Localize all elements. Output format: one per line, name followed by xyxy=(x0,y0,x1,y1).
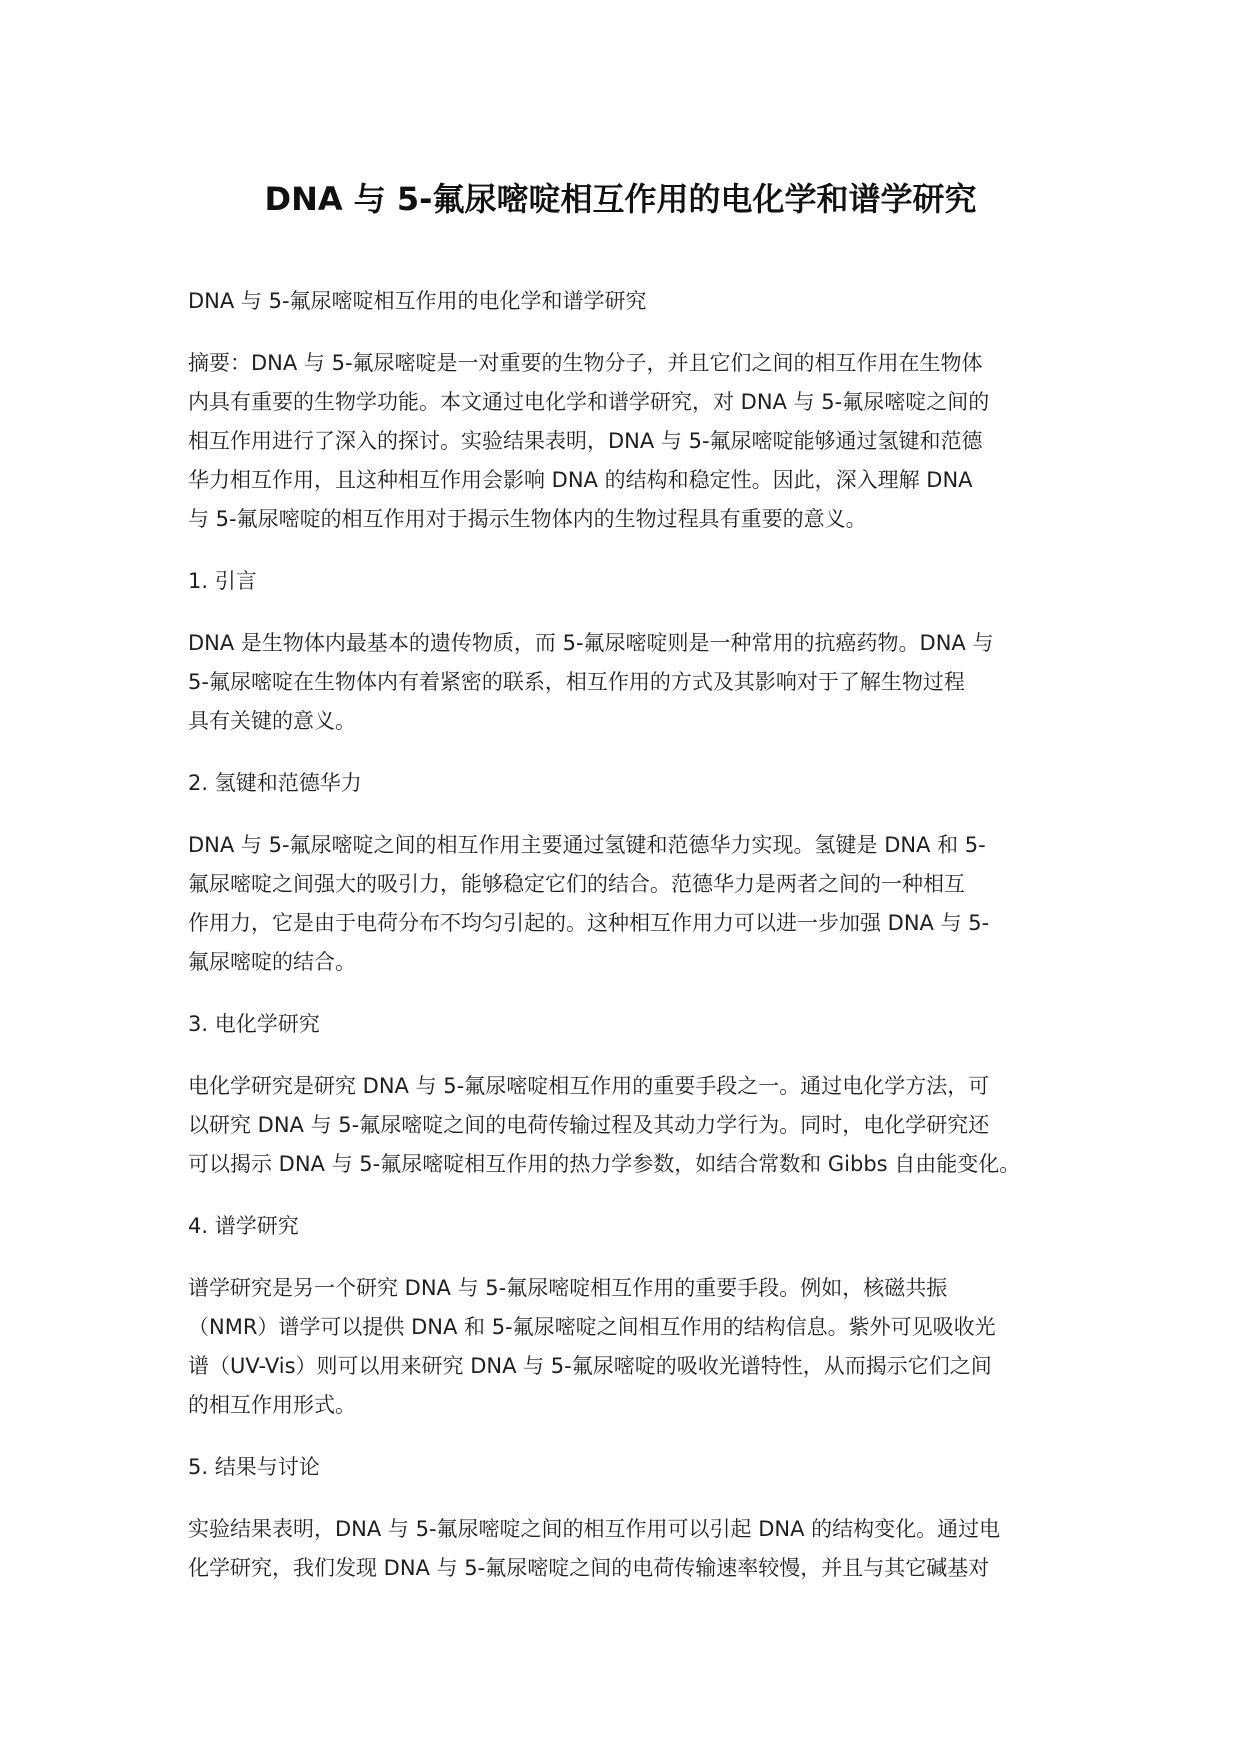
body-paragraph xyxy=(188,1067,1058,1184)
text-line: DNA 与 5-氟尿嘧啶之间的相互作用主要通过氢键和范德华力实现。氢键是 DNA 和 5- xyxy=(188,833,986,857)
body-column xyxy=(188,282,1058,1588)
text-line: 实验结果表明，DNA 与 5-氟尿嘧啶之间的相互作用可以引起 DNA 的结构变化。通过电 xyxy=(188,1517,1001,1541)
text-line: 摘要：DNA 与 5-氟尿嘧啶是一对重要的生物分子，并且它们之间的相互作用在生物体 xyxy=(188,351,983,375)
text-line: 化学研究，我们发现 DNA 与 5-氟尿嘧啶之间的电荷传输速率较慢，并且与其它碱基对 xyxy=(188,1556,990,1580)
text-line: 氟尿嘧啶之间强大的吸引力，能够稳定它们的结合。范德华力是两者之间的一种相互 xyxy=(188,872,965,896)
text-line: 氟尿嘧啶的结合。 xyxy=(188,950,356,974)
text-line: 谱学研究是另一个研究 DNA 与 5-氟尿嘧啶相互作用的重要手段。例如，核磁共振 xyxy=(188,1276,948,1300)
section-heading xyxy=(188,1448,1058,1487)
text-line: DNA 与 5-氟尿嘧啶相互作用的电化学和谱学研究 xyxy=(188,289,647,313)
subtitle-paragraph xyxy=(188,282,1058,321)
body-paragraph xyxy=(188,826,1058,982)
text-line: 可以揭示 DNA 与 5-氟尿嘧啶相互作用的热力学参数，如结合常数和 Gibbs 自由能变化。 xyxy=(188,1152,1021,1176)
text-line: 相互作用进行了深入的探讨。实验结果表明，DNA 与 5-氟尿嘧啶能够通过氢键和范德 xyxy=(188,429,983,453)
section-heading xyxy=(188,562,1058,601)
body-paragraph xyxy=(188,1510,1058,1588)
body-paragraph xyxy=(188,624,1058,741)
section-heading xyxy=(188,1005,1058,1044)
text-line: 内具有重要的生物学功能。本文通过电化学和谱学研究，对 DNA 与 5-氟尿嘧啶之间的 xyxy=(188,390,990,414)
text-line: 华力相互作用，且这种相互作用会影响 DNA 的结构和稳定性。因此，深入理解 DNA xyxy=(188,468,973,492)
abstract-paragraph xyxy=(188,344,1058,539)
text-line: 与 5-氟尿嘧啶的相互作用对于揭示生物体内的生物过程具有重要的意义。 xyxy=(188,507,867,531)
text-line: 1. 引言 xyxy=(188,569,257,593)
text-line: 谱（UV-Vis）则可以用来研究 DNA 与 5-氟尿嘧啶的吸收光谱特性，从而揭示它们之间 xyxy=(188,1354,992,1378)
text-line: 4. 谱学研究 xyxy=(188,1214,299,1238)
text-line: 具有关键的意义。 xyxy=(188,709,356,733)
section-heading xyxy=(188,764,1058,803)
text-line: 的相互作用形式。 xyxy=(188,1393,356,1417)
text-line: 3. 电化学研究 xyxy=(188,1012,320,1036)
text-line: 以研究 DNA 与 5-氟尿嘧啶之间的电荷传输过程及其动力学行为。同时，电化学研究还 xyxy=(188,1113,990,1137)
text-line: 2. 氢键和范德华力 xyxy=(188,771,362,795)
page-title: DNA 与 5-氟尿嘧啶相互作用的电化学和谱学研究 xyxy=(264,180,977,218)
text-line: DNA 是生物体内最基本的遗传物质，而 5-氟尿嘧啶则是一种常用的抗癌药物。DNA 与 xyxy=(188,631,994,655)
text-line: 5-氟尿嘧啶在生物体内有着紧密的联系，相互作用的方式及其影响对于了解生物过程 xyxy=(188,670,965,694)
body-paragraph xyxy=(188,1269,1058,1425)
text-line: （NMR）谱学可以提供 DNA 和 5-氟尿嘧啶之间相互作用的结构信息。紫外可见吸收光 xyxy=(188,1315,996,1339)
text-line: 作用力，它是由于电荷分布不均匀引起的。这种相互作用力可以进一步加强 DNA 与 5- xyxy=(188,911,990,935)
text-line: 5. 结果与讨论 xyxy=(188,1455,320,1479)
section-heading xyxy=(188,1207,1058,1246)
text-line: 电化学研究是研究 DNA 与 5-氟尿嘧啶相互作用的重要手段之一。通过电化学方法，可 xyxy=(188,1074,990,1098)
